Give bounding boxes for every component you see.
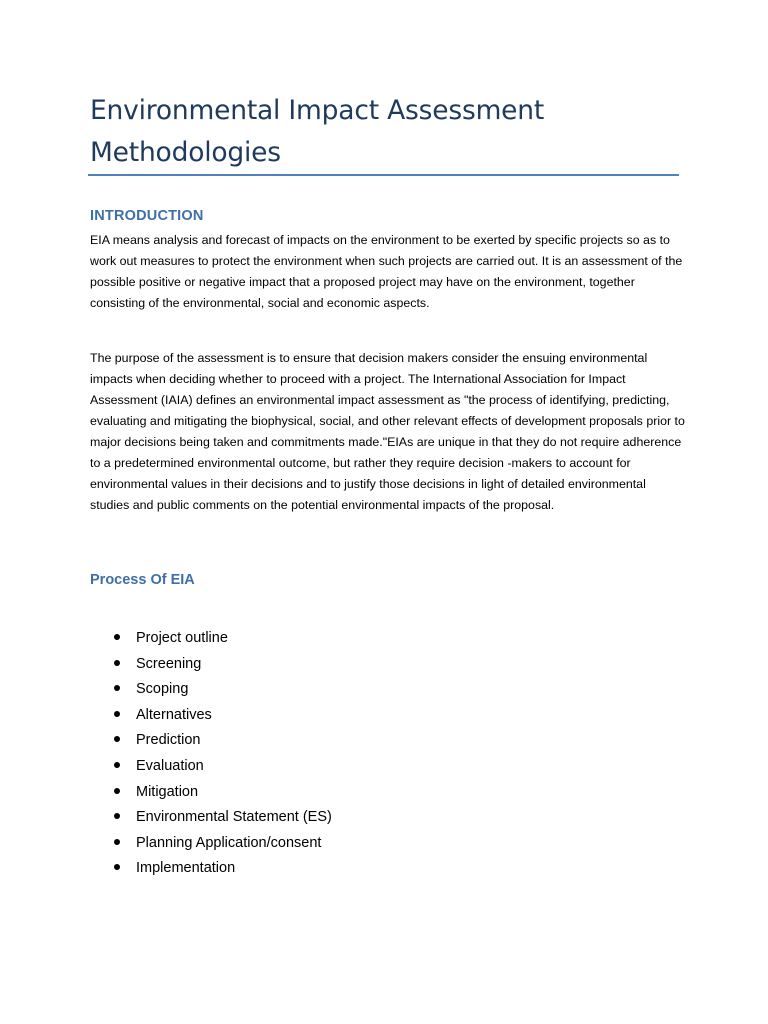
list-item-label: Prediction: [136, 732, 201, 749]
list-item: [90, 755, 332, 781]
introduction-paragraph-1: EIA means analysis and forecast of impacts on the environment to be exerted by specific projects so as to work out measures to protect the environment when such projects are carried out. It is an assessment of the possible positive or negative impact that a proposed project may have on the environment, together consisting of the environmental, social and economic aspects.: [90, 233, 683, 310]
bullet-icon: [114, 660, 120, 666]
list-item: [90, 857, 332, 883]
bullet-icon: [114, 762, 120, 768]
list-item: [90, 704, 332, 730]
introduction-paragraph-2: The purpose of the assessment is to ensure that decision makers consider the ensuing environmental impacts when deciding whether to proceed with a project. The International Association for Impact Assessment (IAIA) defines an environmental impact assessment as "the process of identifying, predicting, evaluating and mitigating the biophysical, social, and other relevant effects of development proposals prior to major decisions being taken and commitments made."EIAs are unique in that they do not require adherence to a predetermined environmental outcome, but rather they require decision -makers to account for environmental values in their decisions and to justify those decisions in light of detailed environmental studies and public comments on the potential environmental impacts of the proposal.: [90, 351, 685, 512]
list-item-label: Evaluation: [136, 757, 204, 774]
bullet-icon: [114, 634, 120, 640]
bullet-icon: [114, 788, 120, 794]
bullet-icon: [114, 736, 120, 742]
list-item: [90, 781, 332, 807]
process-steps-list: [90, 627, 332, 883]
list-item-label: Planning Application/consent: [136, 834, 322, 851]
bullet-icon: [114, 864, 120, 870]
list-item-label: Implementation: [136, 860, 236, 877]
title-divider: [88, 174, 679, 176]
list-item: [90, 806, 332, 832]
bullet-icon: [114, 685, 120, 691]
bullet-icon: [114, 839, 120, 845]
document-title: Environmental Impact Assessment Methodologies: [90, 95, 545, 168]
bullet-icon: [114, 813, 120, 819]
introduction-heading: INTRODUCTION: [90, 208, 204, 224]
list-item: [90, 678, 332, 704]
list-item: [90, 729, 332, 755]
list-item-label: Project outline: [136, 630, 228, 646]
list-item-label: Mitigation: [136, 783, 199, 800]
list-item-label: Screening: [136, 655, 202, 672]
process-heading: Process Of EIA: [90, 572, 195, 588]
list-item: [90, 627, 332, 653]
list-item-label: Scoping: [136, 681, 189, 698]
document-page: [90, 0, 685, 1024]
list-item-label: Alternatives: [136, 706, 212, 723]
bullet-icon: [114, 711, 120, 717]
list-item-label: Environmental Statement (ES): [136, 809, 332, 826]
list-item: [90, 832, 332, 858]
list-item: [90, 653, 332, 679]
